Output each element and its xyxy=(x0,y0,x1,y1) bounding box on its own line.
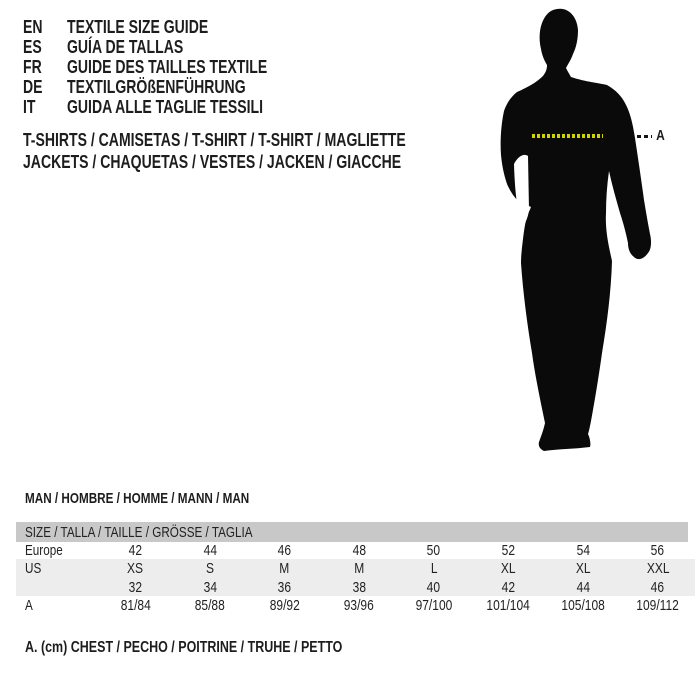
size-cell: M xyxy=(279,560,290,577)
size-cell: 50 xyxy=(427,542,441,559)
size-cell: 44 xyxy=(203,542,217,559)
table-header-row xyxy=(16,522,688,542)
table-row-us xyxy=(16,559,695,578)
size-table xyxy=(16,522,695,614)
size-cell: 46 xyxy=(651,578,665,596)
size-cell: XL xyxy=(575,560,591,577)
size-cell: 40 xyxy=(427,578,441,596)
category-list xyxy=(23,129,514,173)
language-row xyxy=(23,57,324,77)
size-cell: 36 xyxy=(277,578,292,596)
table-row-europe xyxy=(16,542,695,559)
language-title: GUÍA DE TALLAS xyxy=(67,36,184,57)
size-cell: 105/108 xyxy=(561,596,605,614)
row-label: US xyxy=(25,560,42,577)
language-code: IT xyxy=(23,96,36,117)
measure-label-a: A xyxy=(656,127,665,144)
measure-dash xyxy=(637,135,652,138)
size-cell: 38 xyxy=(352,578,366,596)
category-line-tshirts: T-SHIRTS / CAMISETAS / T-SHIRT / T-SHIRT / MAGLIETTE xyxy=(23,129,406,150)
size-cell: 32 xyxy=(128,578,142,596)
size-cell: 48 xyxy=(352,542,366,559)
language-code: ES xyxy=(23,36,42,57)
category-line-jackets: JACKETS / CHAQUETAS / VESTES / JACKEN / GIACCHE xyxy=(23,151,402,172)
size-cell: 54 xyxy=(576,542,590,559)
size-cell: 56 xyxy=(651,542,665,559)
language-row xyxy=(23,17,324,37)
size-cell: 42 xyxy=(501,578,516,596)
language-title: GUIDA ALLE TAGLIE TESSILI xyxy=(67,96,264,117)
size-cell: 101/104 xyxy=(486,596,531,614)
size-cell: 97/100 xyxy=(415,596,453,614)
size-cell: 52 xyxy=(501,542,516,559)
language-title-list xyxy=(23,17,324,117)
language-title: GUIDE DES TAILLES TEXTILE xyxy=(67,56,268,77)
table-row-numeric xyxy=(16,578,695,596)
table-header-label: SIZE / TALLA / TAILLE / GRÖSSE / TAGLIA xyxy=(25,523,253,541)
size-cell: 42 xyxy=(128,542,142,559)
size-cell: 81/84 xyxy=(120,596,151,614)
language-code: EN xyxy=(23,16,43,37)
size-cell: 85/88 xyxy=(194,596,225,614)
language-title: TEXTILE SIZE GUIDE xyxy=(67,16,209,37)
chest-measure-line xyxy=(532,134,603,138)
size-cell: XXL xyxy=(646,560,670,577)
size-cell: 109/112 xyxy=(636,596,679,614)
language-code: DE xyxy=(23,76,43,97)
row-label: Europe xyxy=(25,542,63,559)
size-cell: S xyxy=(205,560,214,577)
size-cell: 34 xyxy=(203,578,217,596)
language-row xyxy=(23,77,324,97)
language-row xyxy=(23,97,324,117)
language-row xyxy=(23,37,324,57)
size-cell: XL xyxy=(501,560,516,577)
size-cell: 44 xyxy=(576,578,590,596)
language-code: FR xyxy=(23,56,42,77)
man-silhouette xyxy=(495,4,665,456)
size-cell: 46 xyxy=(277,542,292,559)
size-cell: L xyxy=(430,560,438,577)
section-title: MAN / HOMBRE / HOMME / MANN / MAN xyxy=(25,490,250,507)
footnote: A. (cm) CHEST / PECHO / POITRINE / TRUHE / PETTO xyxy=(25,639,343,656)
size-cell: XS xyxy=(127,560,144,577)
row-label: A xyxy=(25,596,33,614)
size-cell: 93/96 xyxy=(344,596,375,614)
size-cell: 89/92 xyxy=(269,596,300,614)
table-row-chest xyxy=(16,596,695,614)
size-cell: M xyxy=(354,560,365,577)
language-title: TEXTILGRÖßENFÜHRUNG xyxy=(67,76,246,97)
